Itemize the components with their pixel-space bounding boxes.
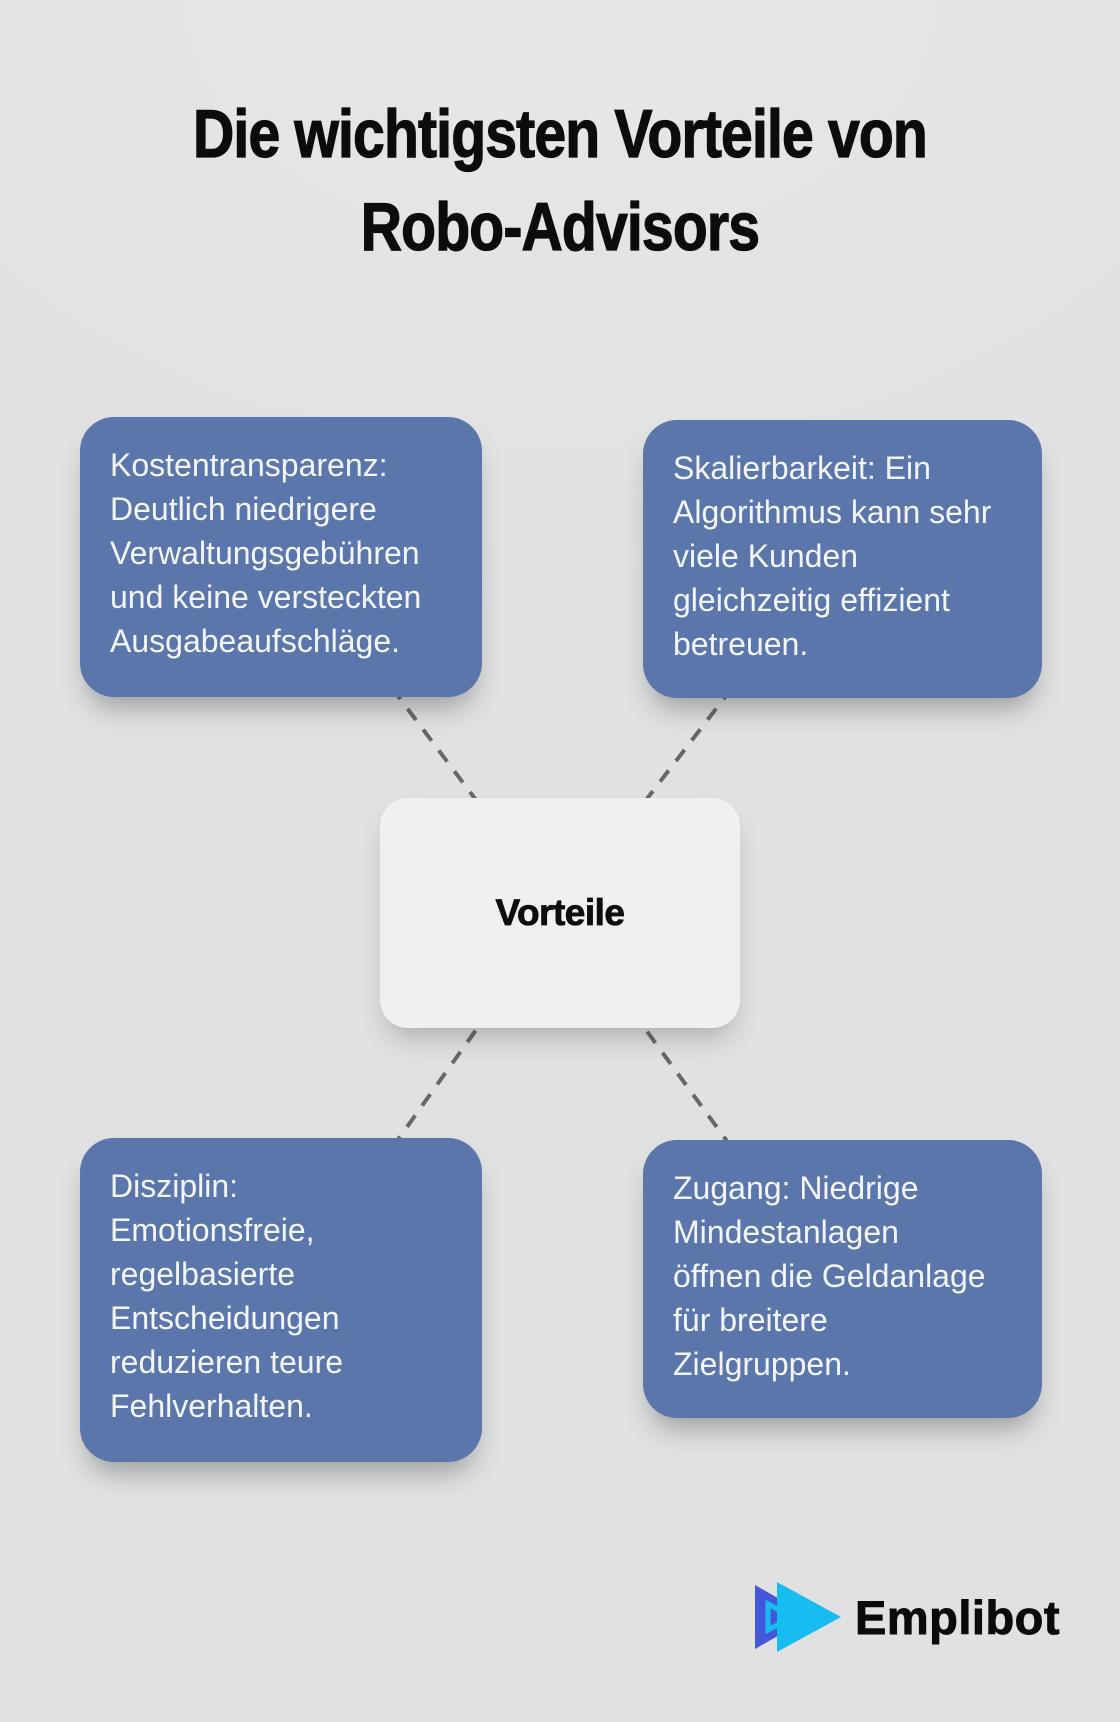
logo-front-triangle xyxy=(777,1582,841,1652)
page-title-line2: Robo-Advisors xyxy=(360,189,760,265)
center-node-label: Vorteile xyxy=(495,892,625,933)
benefit-box-zugang xyxy=(643,1140,1042,1418)
benefit-text-skalierbarkeit: Skalierbarkeit: Ein Algorithmus kann sehr viele Kunden gleichzeitig effizient betreuen. xyxy=(673,450,992,662)
benefit-box-skalierbarkeit xyxy=(643,420,1042,698)
center-node-vorteile xyxy=(380,798,740,1028)
benefit-text-zugang: Zugang: Niedrige Mindestanlagen öffnen die Geldanlage für breitere Zielgruppen. xyxy=(673,1170,986,1382)
brand-name: Emplibot xyxy=(855,1590,1061,1644)
emplibot-logo-icon xyxy=(755,1582,841,1652)
benefit-text-disziplin: Disziplin: Emotionsfreie, regelbasierte Entscheidungen reduzieren teure Fehlverhalten. xyxy=(110,1168,344,1424)
benefit-box-kostentransparenz xyxy=(80,417,482,697)
benefit-text-kostentransparenz: Kostentransparenz: Deutlich niedrigere Verwaltungsgebühren und keine versteckten Ausgabeaufschläge. xyxy=(110,447,422,659)
page-title-line1: Die wichtigsten Vorteile von xyxy=(192,96,927,172)
benefit-box-disziplin xyxy=(80,1138,482,1462)
brand-logo xyxy=(755,1582,1060,1652)
